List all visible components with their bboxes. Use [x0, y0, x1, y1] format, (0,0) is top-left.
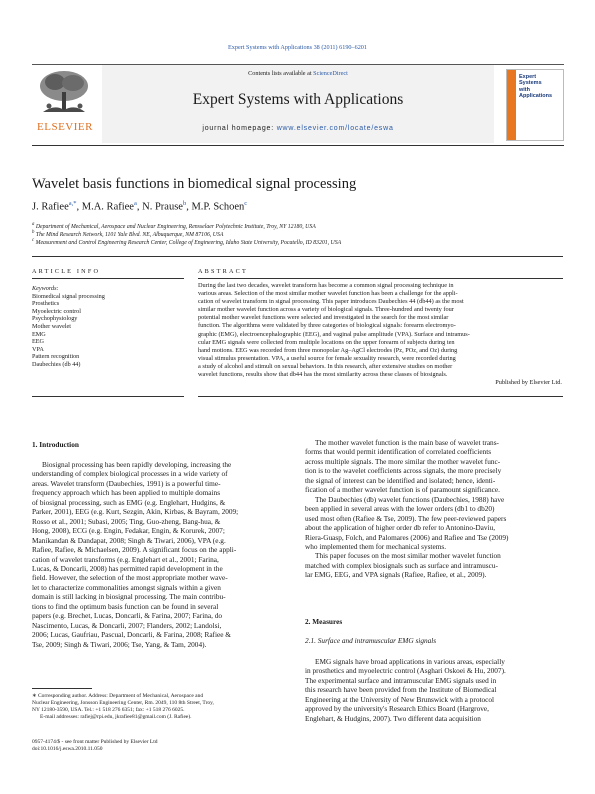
- abstract-line: graphic (EMG), electroencephalographic (EEG), and vaginal pulse amplitude (VPA). Surface and intramus-: [198, 330, 470, 338]
- keywords-label: Keywords:: [32, 285, 59, 292]
- homepage-prefix: journal homepage:: [202, 125, 277, 132]
- left-column-body: [32, 460, 289, 649]
- body-line: Biosignal processing has been rapidly developing, increasing the: [42, 460, 232, 469]
- author-separator: ,: [136, 201, 143, 213]
- subsection-heading: 2.1. Surface and intramuscular EMG signals: [305, 636, 437, 645]
- abstract-line: wavelet functions, results show that db44 has the most similarity across these classes of biosignals.: [198, 371, 448, 379]
- body-line: Lucas, & Doncarli, 2008) has permitted rapid development in the: [32, 563, 223, 573]
- affiliation: [32, 238, 341, 246]
- keyword: Prosthetics: [32, 300, 60, 308]
- right-column-body-2: [305, 657, 563, 723]
- keywords-block: [32, 285, 105, 369]
- body-line: Rafiee, Rafiee, & Michaelsen, 2009). A significant focus on the appli-: [32, 545, 237, 555]
- journal-cover-thumbnail-icon[interactable]: [506, 69, 564, 141]
- body-line: in prosthetics and myoelectric control (Asghari Oskoei & Hu, 2007).: [305, 666, 506, 676]
- divider: [32, 396, 184, 397]
- body-line: The experimental surface and intramuscular EMG signals used in: [305, 675, 497, 685]
- body-line: the signal of interest can be identified and isolated; hence, identi-: [305, 475, 496, 485]
- author-list: [32, 200, 247, 213]
- abstract-line: various areas. Selection of the most similar mother wavelet function has been a challenge for the appli-: [198, 290, 458, 298]
- author-affiliation-mark[interactable]: a: [133, 200, 137, 207]
- masthead-center-band: [102, 65, 494, 143]
- affiliation-text: The Mind Research Network, 1101 Yale Blvd. NE, Albuquerque, NM 87106, USA: [35, 231, 224, 238]
- body-line: Riera-Guasp, Folch, and Palomares (2006) and Rafiee and Tse (2009): [305, 532, 509, 542]
- journal-masthead: [32, 64, 564, 146]
- abstract-header: ABSTRACT: [198, 268, 248, 275]
- author-affiliation-mark[interactable]: b: [182, 200, 187, 207]
- contents-prefix: Contents lists available at: [248, 70, 314, 77]
- divider: [32, 278, 184, 279]
- body-line: been applied in several areas with the lower orders (db1 to db20): [305, 504, 495, 514]
- abstract-line: visual stimulus presentation. VPA, a useful source for female sexuality research, were recorded during: [198, 354, 456, 362]
- body-line: The Daubechies (db) wavelet functions (Daubechies, 1988) have: [315, 494, 505, 504]
- abstract-line: similar mother wavelet function across a variety of biological signals. Three-hundred and twenty four: [198, 306, 454, 314]
- right-column-body: [305, 438, 563, 580]
- keyword: EEG: [32, 338, 45, 346]
- divider: [198, 278, 563, 279]
- divider: [198, 396, 563, 397]
- body-line: who implemented them for mechanical systems.: [305, 541, 447, 551]
- footnote-line: ∗ Corresponding author. Address: Department of Mechanical, Aerospace and: [32, 693, 204, 699]
- author-affiliation-mark[interactable]: c: [244, 200, 248, 207]
- body-line: let to characterize commonalities amongst signals within a given: [32, 582, 221, 592]
- body-line: papers (e.g. Brechet, Lucas, Doncarli, & Farina, 2007; Farina, do: [32, 611, 223, 621]
- abstract-line: cation of wavelet transform in signal processing. This paper introduces Daubechies 44 (db44) as the most: [198, 298, 464, 306]
- affiliation-mark: a: [32, 222, 35, 227]
- abstract-line: function. The algorithms were validated by three categories of biological signals: forearm electromyo-: [198, 322, 456, 330]
- author-name: J. Rafiee: [32, 201, 69, 213]
- body-line: 2006; Lucas, Gaufriau, Pascual, Doncarli, & Farina, 2008; Rafiee &: [32, 630, 231, 640]
- body-line: matched with complex biosignals such as surface and intramuscu-: [305, 560, 498, 570]
- keyword: Biomedical signal processing: [32, 292, 105, 300]
- body-line: fication of a mother wavelet function is of paramount significance.: [305, 485, 500, 495]
- body-line: about the application of higher order db refer to Antonino-Daviu,: [305, 523, 496, 533]
- elsevier-tree-logo-icon: [35, 68, 93, 116]
- keyword: Pattern recognition: [32, 353, 80, 361]
- author-name: N. Prause: [142, 201, 183, 213]
- body-line: tions to find the optimum basis function can be found in several: [32, 601, 219, 611]
- body-line: this research have been provided from the Institute of Biomedical: [305, 685, 497, 695]
- footnote-rule: [32, 688, 92, 689]
- abstract-line: cular EMG signals were collected from multiple locations on the upper forearm of subjects during ten: [198, 338, 455, 346]
- front-matter: [32, 739, 158, 754]
- journal-title: Expert Systems with Applications: [192, 91, 404, 108]
- footnote-line: NY 12180-3590, USA. Tel.: +1 518 276 6351; fax: +1 518 276 6025.: [32, 706, 185, 713]
- divider: [32, 256, 563, 257]
- article-title: Wavelet basis functions in biomedical signal processing: [32, 176, 357, 192]
- footnote: [32, 693, 289, 721]
- abstract-line: During the last two decades, wavelet transform has become a common signal processing technique in: [198, 282, 454, 289]
- elsevier-logo[interactable]: [32, 68, 98, 138]
- body-line: Nascimento, Lucas, & Doncarli, 2007; Flanders, 2002; Landolsi,: [32, 620, 222, 630]
- author-affiliation-mark[interactable]: a,*: [68, 200, 77, 207]
- body-line: approved by the university's Research Ethics Board (Hargrove,: [305, 704, 489, 714]
- body-line: cation of wavelet transforms (e.g. Englehart et al., 2001; Farina,: [32, 554, 219, 564]
- affiliation-mark: b: [32, 230, 35, 235]
- footnote-line: Nuclear Engineering, Jonsson Engineering Center, Rm. 2049, 110 8th Street, Troy,: [32, 699, 214, 706]
- homepage-link[interactable]: www.elsevier.com/locate/eswa: [276, 125, 394, 132]
- section-heading: 1. Introduction: [32, 440, 79, 449]
- body-line: EMG signals have broad applications in various areas, especially: [315, 657, 505, 666]
- keyword: Mother wavelet: [32, 322, 72, 330]
- affiliation: [32, 230, 223, 238]
- abstract-text: [198, 282, 562, 387]
- author-separator: ,: [186, 201, 192, 213]
- affiliation-text: Measurement and Control Engineering Research Center, College of Engineering, Idaho State University, Pocatello, ID 83201, USA: [35, 239, 342, 246]
- body-line: Engineering at the University of New Brunswick with a protocol: [305, 694, 495, 704]
- article-info-header: ARTICLE INFO: [32, 268, 101, 275]
- sciencedirect-link[interactable]: ScienceDirect: [313, 70, 348, 77]
- journal-homepage: [102, 125, 494, 132]
- affiliation: [32, 222, 316, 230]
- body-line: frequency approach which has been applied to multiple domains: [32, 488, 221, 498]
- body-line: areas. Wavelet transform (Daubechies, 1991) is a powerful time-: [32, 478, 221, 488]
- doi-link[interactable]: doi:10.1016/j.eswa.2010.11.050: [32, 746, 103, 753]
- keyword: VPA: [32, 345, 44, 353]
- section-heading: 2. Measures: [305, 617, 343, 626]
- abstract-line: hand motions. EEG was recorded from three monopolar Ag–AgCl electrodes (Pz, POz, and Oz) during: [198, 346, 458, 354]
- body-line: field. However, the selection of the most appropriate mother wave-: [32, 573, 228, 583]
- footnote-line: E-mail addresses: rafiej@rpi.edu, jkrafiee81@gmail.com (J. Rafiee).: [40, 713, 192, 720]
- abstract-line: potential mother wavelet functions were selected and investigated in the search for the most similar: [198, 314, 449, 322]
- body-line: domain is still lacking in biosignal processing. The main contribu-: [32, 592, 226, 602]
- author-name: M.A. Rafiee: [81, 201, 134, 213]
- author-separator: ,: [76, 201, 82, 213]
- keyword: Myoelectric control: [32, 307, 81, 315]
- body-line: used most often (Rafiee & Tse, 2009). The few peer-reviewed papers: [305, 513, 507, 523]
- author-name: M.P. Schoen: [191, 201, 245, 213]
- keyword: EMG: [32, 330, 46, 338]
- front-matter-line: 0957-4174/$ - see front matter Published by Elsevier Ltd: [32, 739, 158, 745]
- contents-line: [102, 70, 494, 77]
- body-line: The mother wavelet function is the main base of wavelet trans-: [315, 438, 499, 447]
- body-line: forms that would permit identification of correlated coefficients: [305, 447, 492, 457]
- body-line: Hong, 2008), ECG (e.g. Engin, Fedakar, Engin, & Korurek, 2007;: [32, 526, 225, 536]
- body-line: tion is to the wavelet coefficients across signals, the more precisely: [305, 466, 502, 476]
- abstract-line: a study of alcohol and stimuli on sexual behaviors. In this research, after extensive studies on mother: [198, 362, 453, 370]
- body-line: Englehart, & Hudgins, 2007). Two different data acquisition: [305, 713, 481, 723]
- keyword: Daubechies (db 44): [32, 360, 81, 368]
- body-line: understanding of complex biological processes in a wide variety of: [32, 469, 228, 479]
- affiliation-text: Department of Mechanical, Aerospace and Nuclear Engineering, Rensselaer Polytechnic Institute, Troy, NY 12180, USA: [35, 223, 316, 230]
- cover-strip: [507, 70, 516, 140]
- body-line: lar EMG, EEG, and VPA signals (Rafiee, Rafiee, et al., 2009).: [305, 570, 487, 580]
- body-line: Manikandan & Dandapat, 2008; Singh & Tiwari, 2006), VPA (e.g.: [32, 535, 226, 545]
- publisher-logo-text: ELSEVIER: [37, 121, 93, 133]
- body-line: Tse, 2009; Singh & Tiwari, 2006; Tse, Yang, & Tam, 2004).: [32, 639, 207, 649]
- cover-title: Expert Systems with Applications: [519, 74, 553, 100]
- body-line: of biosignal processing, such as EMG (e.g. Englehart, Hudgins, &: [32, 497, 226, 507]
- body-line: Rosso et al., 2001; Subasi, 2005; Ting, Guo-zheng, Bang-hua, &: [32, 516, 221, 526]
- abstract-publisher: Published by Elsevier Ltd.: [495, 379, 562, 387]
- affiliation-mark: c: [32, 238, 35, 243]
- keyword: Psychophysiology: [32, 315, 78, 323]
- body-line: across multiple signals. The more similar the mother wavelet func-: [305, 456, 501, 466]
- journal-citation-line[interactable]: Expert Systems with Applications 38 (2011) 6190–6201: [228, 44, 367, 51]
- body-line: This paper focuses on the most similar mother wavelet function: [315, 551, 501, 561]
- body-line: Parker, 2001), EEG (e.g. Kurt, Sezgin, Akin, Kirbas, & Bayram, 2009;: [32, 507, 239, 517]
